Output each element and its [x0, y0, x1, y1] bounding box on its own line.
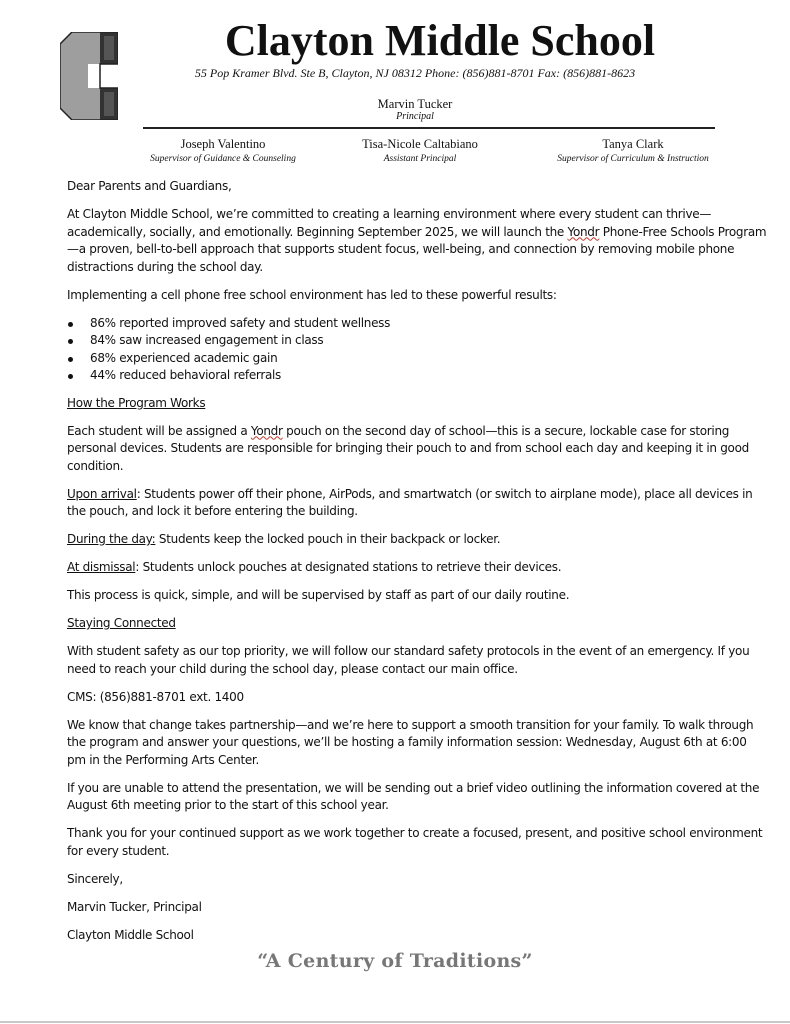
connected-heading: Staying Connected [67, 616, 176, 630]
brand-word: Yondr [567, 224, 600, 239]
staff-assistant-principal [330, 137, 510, 166]
school-address: 55 Pop Kramer Blvd. Ste B, Clayton, NJ 08312 Phone: (856)881-8701 Fax: (856)881-8623 [194, 66, 636, 80]
staff-name: Joseph Valentino [180, 137, 266, 151]
connected-paragraph: With student safety as our top priority, we will follow our standard safety protocols in the event of an emergency. If you need to reach your child during the school day, please contact our main office. [67, 644, 750, 676]
how-paragraph: Each student will be assigned a Yondr pouch on the second day of school—this is a secure, lockable case for storing personal devices. Students are responsible for bringing their pouch to and from school each day and keeping it in good condition. [67, 423, 749, 473]
principal-name: Marvin Tucker [377, 97, 453, 111]
list-item: 86% reported improved safety and student wellness [67, 315, 767, 333]
page-edge [0, 1021, 790, 1023]
list-item: 44% reduced behavioral referrals [67, 367, 767, 385]
results-intro: Implementing a cell phone free school environment has led to these powerful results: [67, 287, 557, 302]
school-name: Clayton Middle School [224, 16, 656, 65]
partnership-paragraph: We know that change takes partnership—and we’re here to support a smooth transition for your family. To walk through the program and answer your questions, we’ll be hosting a family information session: Wednesday, August 6th at 6:00 pm in the Performing Arts Center. [67, 717, 754, 767]
staff-title: Supervisor of Guidance & Counseling [150, 154, 296, 164]
intro-paragraph: At Clayton Middle School, we’re committed to creating a learning environment where every student can thrive—academically, socially, and emotionally. Beginning September 2025, we will launch the Yondr Phone-Free Schools Program—a proven, bell-to-bell approach that supports student focus, well-being, and connection by removing mobile phone distractions during the school day. [67, 207, 767, 274]
staff-name: Tanya Clark [602, 137, 664, 151]
how-heading: How the Program Works [67, 395, 206, 410]
step-during-day: During the day: Students keep the locked pouch in their backpack or locker. [67, 532, 501, 546]
staff-title: Supervisor of Curriculum & Instruction [557, 154, 709, 164]
school-motto: “A Century of Traditions” [257, 950, 533, 972]
process-note: This process is quick, simple, and will be supervised by staff as part of our daily routine. [67, 588, 570, 602]
staff-title: Assistant Principal [383, 154, 457, 164]
salutation: Dear Parents and Guardians, [67, 179, 232, 193]
letter-body [67, 178, 767, 955]
closing: Sincerely, [67, 871, 123, 886]
principal-title: Principal [396, 111, 434, 122]
step-dismissal: At dismissal: Students unlock pouches at designated stations to retrieve their devices. [67, 560, 562, 574]
video-paragraph: If you are unable to attend the presentation, we will be sending out a brief video outlining the information covered at the August 6th meeting prior to the start of this school year. [67, 780, 760, 812]
thanks-paragraph: Thank you for your continued support as we work together to create a focused, present, and positive school environment for every student. [67, 826, 763, 858]
list-item: 68% experienced academic gain [67, 350, 767, 368]
signature-school: Clayton Middle School [67, 927, 194, 942]
list-item: 84% saw increased engagement in class [67, 332, 767, 350]
staff-guidance [128, 137, 318, 166]
school-logo [60, 32, 118, 120]
header-divider [143, 127, 715, 129]
staff-curriculum [538, 137, 728, 166]
results-list [67, 315, 767, 385]
staff-name: Tisa-Nicole Caltabiano [362, 137, 478, 151]
brand-word: Yondr [250, 423, 283, 438]
signature-name: Marvin Tucker, Principal [67, 899, 202, 914]
cms-phone: CMS: (856)881-8701 ext. 1400 [67, 689, 244, 704]
step-arrival: Upon arrival: Students power off their phone, AirPods, and smartwatch (or switch to airplane mode), place all devices in the pouch, and lock it before entering the building. [67, 486, 753, 518]
